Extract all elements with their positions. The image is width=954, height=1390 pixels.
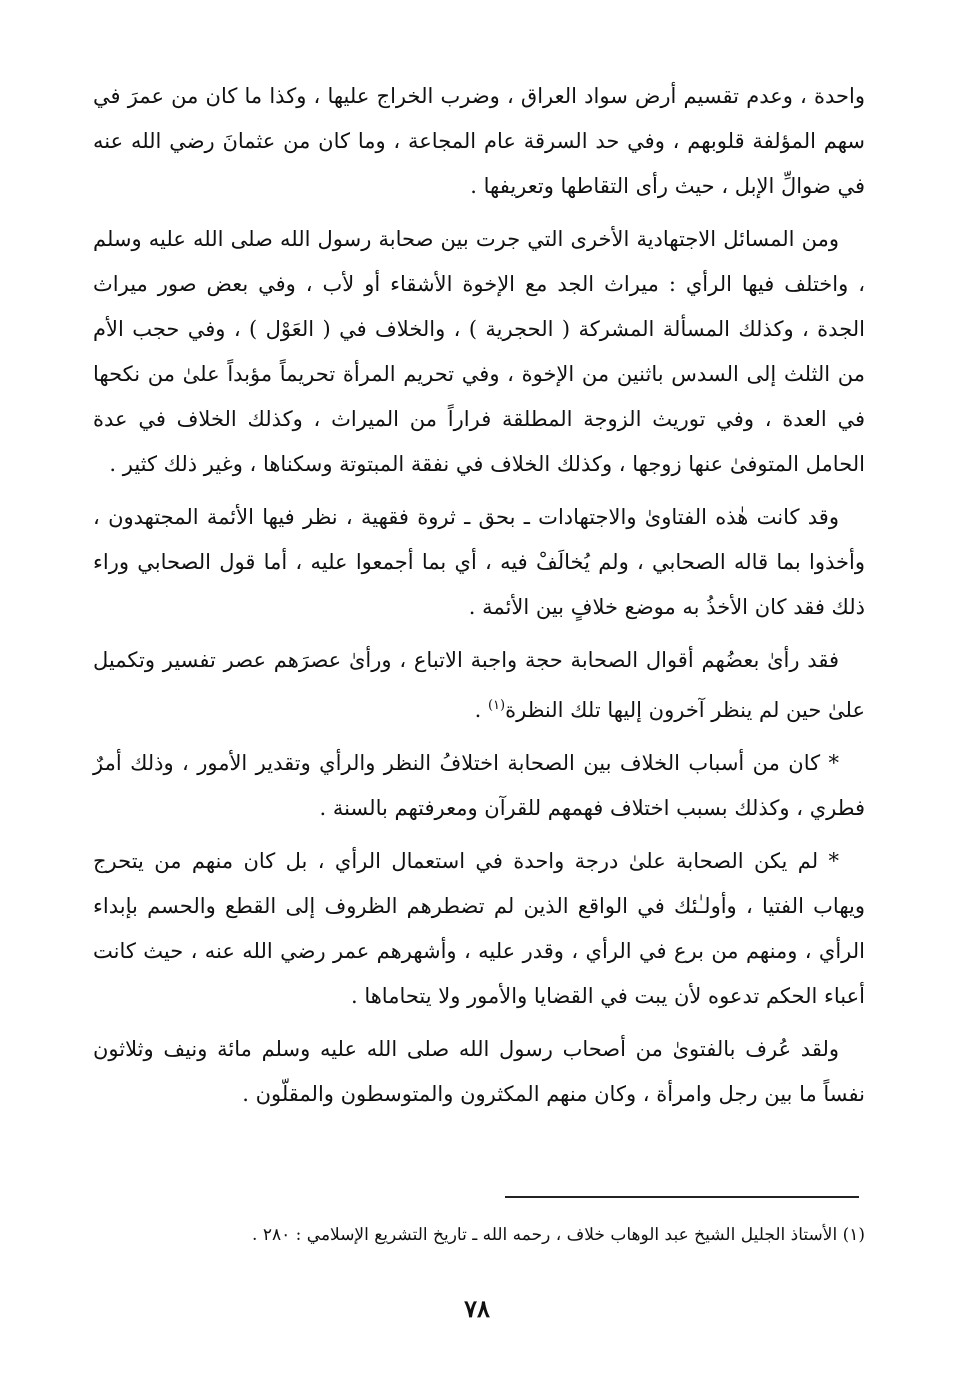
paragraph-6: * لم يكن الصحابة علىٰ درجة واحدة في استعمال الرأي ، بل كان منهم من يتحرج ويهاب الفتيا ، وأولـٰئك في الواقع الذين لم تضطرهم الظروف إلى القطع والحسم بإبداء الرأي ، ومنهم من برع في الرأي ، وقدر عليه ، وأشهرهم عمر رضي الله عنه ، حيث كانت أعباء الحكم تدعوه لأن يبت في القضايا والأمور ولا يتحاماها .: [93, 849, 865, 1008]
paragraph-3: وقد كانت هٰذه الفتاوىٰ والاجتهادات ـ بحق ـ ثروة فقهية ، نظر فيها الأئمة المجتهدون ، وأخذوا بما قاله الصحابي ، ولم يُخالَفْ فيه ، أي بما أجمعوا عليه ، أما قول الصحابي وراء ذلك فقد كان الأخذُ به موضع خلافٍ بين الأئمة .: [93, 505, 865, 619]
footnote: (١) الأستاذ الجليل الشيخ عبد الوهاب خلاف ، رحمه الله ـ تاريخ التشريع الإسلامي : ٢٨٠ .: [252, 1225, 865, 1245]
paragraph-2: ومن المسائل الاجتهادية الأخرى التي جرت بين صحابة رسول الله صلى الله عليه وسلم ، واختلف فيها الرأي : ميراث الجد مع الإخوة الأشقاء أو لأب ، وفي بعض صور ميراث الجدة ، وكذلك المسألة المشركة ( الحجرية ) ، والخلاف في ( العَوْل ) ، وفي حجب الأم من الثلث إلى السدس باثنين من الإخوة ، وفي تحريم المرأة تحريماً مؤبداً علىٰ من نكحها في العدة ، وفي توريث الزوجة المطلقة فراراً من الميراث ، وكذلك الخلاف في عدة الحامل المتوفىٰ عنها زوجها ، وكذلك الخلاف في نفقة المبتوتة وسكناها ، وغير ذلك كثير .: [93, 227, 865, 476]
paragraph-7: ولقد عُرف بالفتوىٰ من أصحاب رسول الله صلى الله عليه وسلم مائة ونيف وثلاثون نفساً ما بين رجل وامرأة ، وكان منهم المكثرون والمتوسطون والمقلّون .: [93, 1037, 865, 1106]
paragraph-4: [93, 638, 865, 733]
footnote-divider: [505, 1196, 859, 1198]
paragraph-5: * كان من أسباب الخلاف بين الصحابة اختلافُ النظر والرأي وتقدير الأمور ، وذلك أمرٌ فطري ، وكذلك بسبب اختلاف فهمهم للقرآن ومعرفتهم بالسنة .: [93, 751, 865, 820]
footnote-reference: (١): [487, 698, 506, 713]
paragraph-1: واحدة ، وعدم تقسيم أرض سواد العراق ، وضرب الخراج عليها ، وكذا ما كان من عمرَ في سهم المؤلفة قلوبهم ، وفي حد السرقة عام المجاعة ، وما كان من عثمانَ رضي الله عنه في ضوالِّ الإبل ، حيث رأى التقاطها وتعريفها .: [93, 84, 865, 198]
paragraph-4-end: .: [474, 698, 488, 722]
main-text: [93, 74, 865, 1125]
paragraph-4-text: فقد رأىٰ بعضُهم أقوال الصحابة حجة واجبة الاتباع ، ورأىٰ عصرَهم عصر تفسير وتكميل علىٰ حين لم ينظر آخرون إليها تلك النظرة: [93, 648, 865, 722]
page-number: ٧٨: [464, 1294, 490, 1323]
